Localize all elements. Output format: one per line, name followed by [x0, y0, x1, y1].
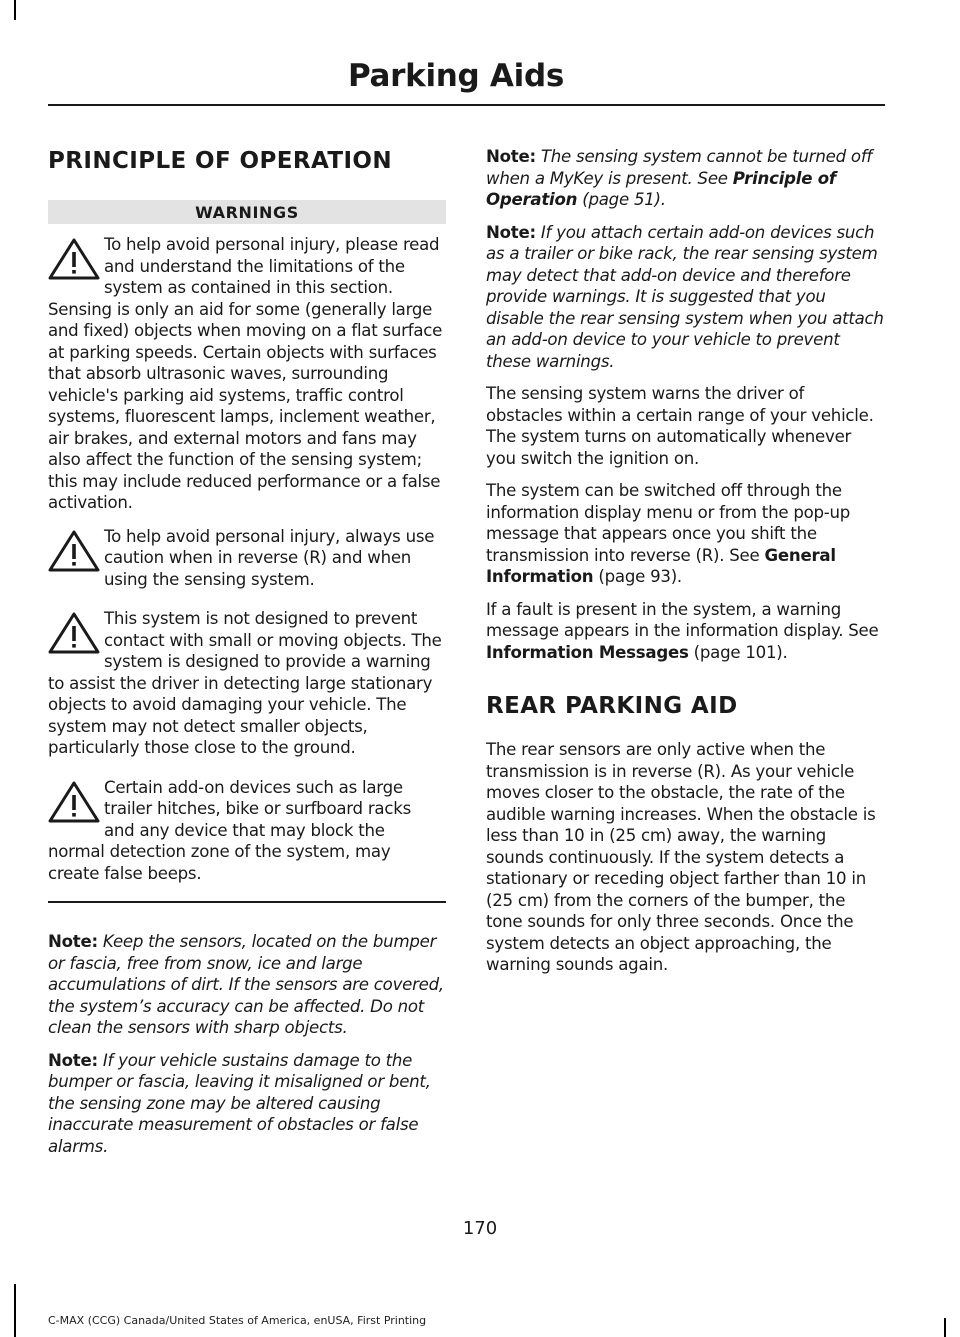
note-label: Note: [48, 1050, 98, 1070]
cross-reference-link[interactable]: General Information [486, 545, 836, 586]
note-bumper-damage [48, 1050, 446, 1158]
warning-triangle-icon [44, 779, 104, 825]
warning-text: Certain add-on devices such as large trailer hitches, bike or surfboard racks and any device that may block the normal detection zone of the system, may create false beeps. [48, 777, 411, 883]
paragraph-warns-driver: The sensing system warns the driver of obstacles within a certain range of your vehicle. The system turns on automatically whenever you switch the ignition on. [486, 384, 874, 468]
warning-triangle-icon [44, 610, 104, 656]
note-text: If your vehicle sustains damage to the bumper or fascia, leaving it misaligned or bent, the sensing zone may be altered causing inaccurate measurement of obstacles or false alarms. [48, 1050, 431, 1156]
paragraph-switch-off [486, 480, 884, 588]
note-text: Keep the sensors, located on the bumper or fascia, free from snow, ice and large accumulations of dirt. If the sensors are covered, the system’s accuracy can be affected. Do not clean the sensors with sharp objects. [48, 932, 444, 1037]
warning-triangle-icon [44, 236, 104, 282]
crop-mark [14, 1284, 16, 1337]
note-label: Note: [48, 932, 98, 951]
cross-reference-link[interactable]: Principle of Operation [486, 168, 836, 209]
right-column [486, 146, 884, 987]
crop-mark [14, 0, 16, 20]
warnings-end-rule [48, 901, 446, 903]
page-reference: (page 101). [693, 642, 788, 662]
warning-text: This system is not designed to prevent contact with small or moving objects. The system is designed to provide a warning to assist the driver in detecting large stationary objects to avoid damaging your vehicle. The system may not detect smaller objects, particularly those close to the ground. [48, 609, 442, 757]
note-sensors-clean [48, 931, 446, 1039]
page-number: 170 [462, 1218, 498, 1239]
warning-2 [48, 526, 446, 591]
paragraph-text: The system can be switched off through the information display menu or from the pop-up message that appears once you shift the transmission into reverse (R). See [486, 481, 851, 565]
section-title-principle: PRINCIPLE OF OPERATION [48, 148, 393, 174]
footer-text: C-MAX (CCG) Canada/United States of America, enUSA, First Printing [48, 1314, 427, 1327]
paragraph-rear-sensors: The rear sensors are only active when the transmission is in reverse (R). As your vehicle moves closer to the obstacle, the rate of the audible warning increases. When the obstacle is less than 10 in (25 cm) away, the warning sounds continuously. If the system detects a stationary or receding object farther than 10 in (25 cm) from the corners of the bumper, the tone sounds for only three seconds. Once the system detects an object approaching, the warning sounds again. [486, 740, 876, 974]
paragraph-fault [486, 599, 884, 664]
note-text: The sensing system cannot be turned off when a MyKey is present. See [486, 147, 873, 188]
header-rule [48, 104, 885, 106]
section-title-rear-parking: REAR PARKING AID [486, 693, 738, 719]
warning-4 [48, 777, 446, 885]
warnings-heading: WARNINGS [48, 200, 446, 224]
warning-triangle-icon [44, 528, 104, 574]
warning-1 [48, 234, 446, 514]
paragraph-text: If a fault is present in the system, a warning message appears in the information display. See [486, 599, 879, 640]
note-mykey [486, 146, 884, 211]
note-label: Note: [486, 147, 536, 166]
page-reference: (page 93). [598, 567, 682, 586]
warning-text: To help avoid personal injury, always use caution when in reverse (R) and when using the sensing system. [104, 526, 435, 589]
note-label: Note: [486, 222, 536, 242]
page-header-title: Parking Aids [347, 58, 564, 94]
note-text: If you attach certain add-on devices such as a trailer or bike rack, the rear sensing system may detect that add-on device and therefore provide warnings. It is suggested that you disable the rear sensing system when you attach an add-on device to your vehicle to prevent these warnings. [486, 222, 884, 371]
page-reference: (page 51). [582, 190, 666, 209]
warning-3 [48, 608, 446, 759]
warning-text: To help avoid personal injury, please read and understand the limitations of the system as contained in this section. Sensing is only an aid for some (generally large and fixed) objects when moving on a flat surface at parking speeds. Certain objects with surfaces that absorb ultrasonic waves, surrounding vehicle's parking aid systems, traffic control systems, fluorescent lamps, inclement weather, air brakes, and external motors and fans may also affect the function of the sensing system; this may include reduced performance or a false activation. [48, 235, 443, 512]
note-add-on-devices [486, 222, 884, 373]
left-column [48, 146, 446, 1168]
crop-mark [944, 1318, 946, 1337]
cross-reference-link[interactable]: Information Messages [486, 642, 689, 662]
